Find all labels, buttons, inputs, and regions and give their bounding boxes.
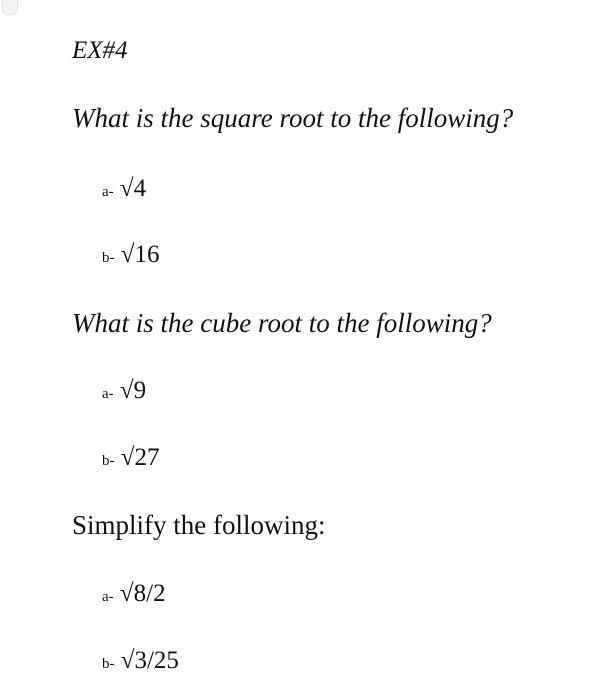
item-label: b- xyxy=(102,453,115,469)
item-expression: √27 xyxy=(114,444,160,471)
item-expression: √9 xyxy=(113,377,147,404)
exercise-title: EX#4 xyxy=(72,37,128,64)
item-simplify-a xyxy=(102,579,166,612)
item-expression: √16 xyxy=(114,241,160,268)
item-label: b- xyxy=(102,656,115,672)
item-simplify-b xyxy=(102,646,179,679)
item-label: a- xyxy=(102,589,114,605)
item-square-root-a xyxy=(102,174,146,207)
item-expression: √4 xyxy=(113,175,147,202)
item-expression: √8/2 xyxy=(113,580,166,607)
item-square-root-b xyxy=(102,240,159,273)
scroll-edge-marker xyxy=(2,0,18,15)
item-label: b- xyxy=(102,250,115,266)
item-expression: √3/25 xyxy=(114,647,179,674)
item-cube-root-a xyxy=(102,376,146,409)
question-square-root: What is the square root to the following? xyxy=(72,103,514,133)
item-label: a- xyxy=(102,184,114,200)
item-cube-root-b xyxy=(102,443,159,476)
question-simplify: Simplify the following: xyxy=(72,510,326,540)
question-cube-root: What is the cube root to the following? xyxy=(72,308,492,338)
item-label: a- xyxy=(102,386,114,402)
